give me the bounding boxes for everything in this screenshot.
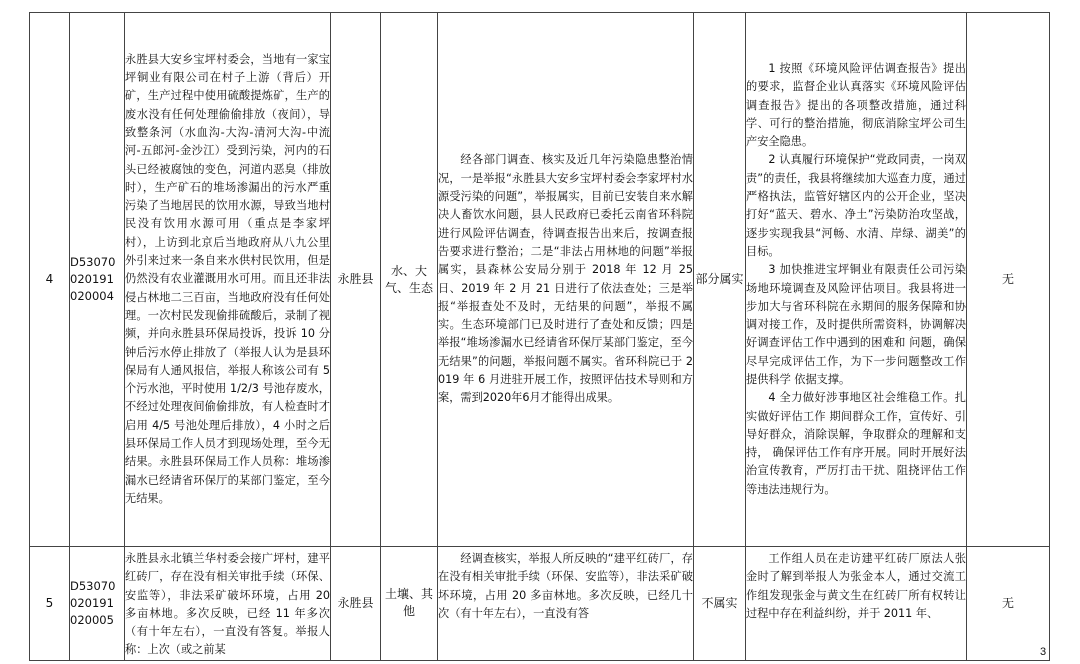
row-index: 4	[30, 13, 70, 547]
measure-item: 2 认真履行环境保护“党政同责，一岗双责”的责任，我县将继续加大巡查力度，通过严格执法，监管好辖区内的公开企业，坚决打好“蓝天、碧水、净土”污染防治攻坚战，逐步实现我县“河畅、水清、岸绿、湖美”的目标。	[746, 153, 966, 258]
complaint-table	[29, 12, 1050, 661]
measure-item: 工作组人员在走访建平红砖厂原法人张金时了解到举报人为张金本人，通过交流工作组发现张金与黄文生在红砖厂所有权转让过程中存在利益纠纷，并于 2011 年、	[746, 552, 966, 620]
administrative-region: 永胜县	[331, 547, 381, 661]
pollution-type: 水、大气、生态	[381, 13, 438, 547]
complaint-content: 永胜县永北镇兰华村委会接广坪村，建平红砖厂，存在没有相关审批手续（环保、安监等），非法采矿破坏环境，占用 20 多亩林地。多次反映，已经 11 年多次（有十年左右），一直没有答复。举报人称：上次（或之前某	[125, 547, 331, 661]
table-row	[30, 547, 1050, 661]
case-code	[70, 547, 125, 661]
investigation-result: 经各部门调查、核实及近几年污染隐患整治情况，一是举报“永胜县大安乡宝坪村委会李家坪村水源受污染的问题”，举报属实，目前已安装自来水解决人畜饮水问题，县人民政府已委托云南省环科院进行风险评估调查，待调查报告出来后，按调查报告要求进行整治；二是“非法占用林地的问题”举报属实，县森林公安局分别于 2018 年 12 月 25 日、2019 年 2 月 21 日进行了依法查处；三是举报“举报查处不及时，无结果的问题”，举报不属实。生态环境部门已及时进行了查处和反馈；四是举报“堆场渗漏水已经请省环保厅某部门鉴定，至今无结果”的问题，举报问题不属实。省环科院已于 2019 年 6 月进驻开展工作，按照评估技术导则和方案，需到2020年6月才能得出成果。	[438, 13, 694, 547]
verdict: 不属实	[694, 547, 746, 661]
rectification-measures	[746, 13, 967, 547]
measure-item: 4 全力做好涉事地区社会维稳工作。扎实做好评估工作 期间群众工作，宣传好、引导好群众，消除误解，争取群众的理解和支持， 确保评估工作有序开展。同时开展好法治宣传教育，严厉打击干扰、阻挠评估工作等违法违规行为。	[746, 391, 966, 496]
accountability: 无	[967, 13, 1050, 547]
complaint-content: 永胜县大安乡宝坪村委会，当地有一家宝坪铜业有限公司在村子上游（背后）开矿，生产过程中使用硫酸提炼矿，生产的废水没有任何处理偷偷排放（夜间），导致整条河（水血沟-大沟-清河大沟-中流河-五郎河-金沙江）受到污染，河内的石头已经被腐蚀的变色，河道内恶臭（排放时），生产矿石的堆场渗漏出的污水严重污染了当地居民的饮用水源，导致当地村民没有饮用水源可用（重点是李家坪村），上访到北京后当地政府从八九公里外引来过来一条自来水供村民饮用，但是仍然没有农业灌溉用水可用。而且还非法侵占林地二三百亩，当地政府没有任何处理。一次村民发现偷排硫酸后，录制了视频，并向永胜县环保局投诉，投诉 10 分钟后污水停止排放了（举报人认为是县环保局有人通风报信，举报人称该公司有 5 个污水池，平时使用 1/2/3 号池存废水，不经过处理夜间偷偷排放，有人检查时才启用 4/5 号池处理后排放），4 小时之后县环保局工作人员才到现场处理，至今无结果。永胜县环保局工作人员称：堆场渗漏水已经请省环保厅的某部门鉴定，至今无结果。	[125, 13, 331, 547]
case-code	[70, 13, 125, 547]
measure-item: 3 加快推进宝坪铜业有限责任公司污染场地环境调查及风险评估项目。我县将进一步加大与省环科院在永期间的服务保障和协调对接工作，及时提供所需资料，协调解决好调查评估工作中遇到的困难和 问题，确保尽早完成评估工作，为下一步问题整改工作提供科学 依据支撑。	[746, 263, 966, 386]
rectification-measures	[746, 547, 967, 661]
investigation-result: 经调查核实，举报人所反映的“建平红砖厂，存在没有相关审批手续（环保、安监等），非法采矿破坏环境，占用 20 多亩林地。多次反映，已经几十次（有十年左右），一直没有答	[438, 547, 694, 661]
row-index: 5	[30, 547, 70, 661]
measure-item: 1 按照《环境风险评估调查报告》提出的要求，监督企业认真落实《环境风险评估调查报告》提出的各项整改措施，通过科学、可行的整治措施，彻底消除宝坪公司生产安全隐患。	[746, 61, 966, 149]
table-row	[30, 13, 1050, 547]
verdict: 部分属实	[694, 13, 746, 547]
administrative-region: 永胜县	[331, 13, 381, 547]
accountability: 无	[967, 547, 1050, 661]
case-code-text: D53070 020191 020005	[70, 578, 116, 627]
pollution-type: 土壤、其他	[381, 547, 438, 661]
case-code-text: D53070 020191 020004	[70, 255, 116, 303]
page-number: 3	[1040, 646, 1047, 658]
